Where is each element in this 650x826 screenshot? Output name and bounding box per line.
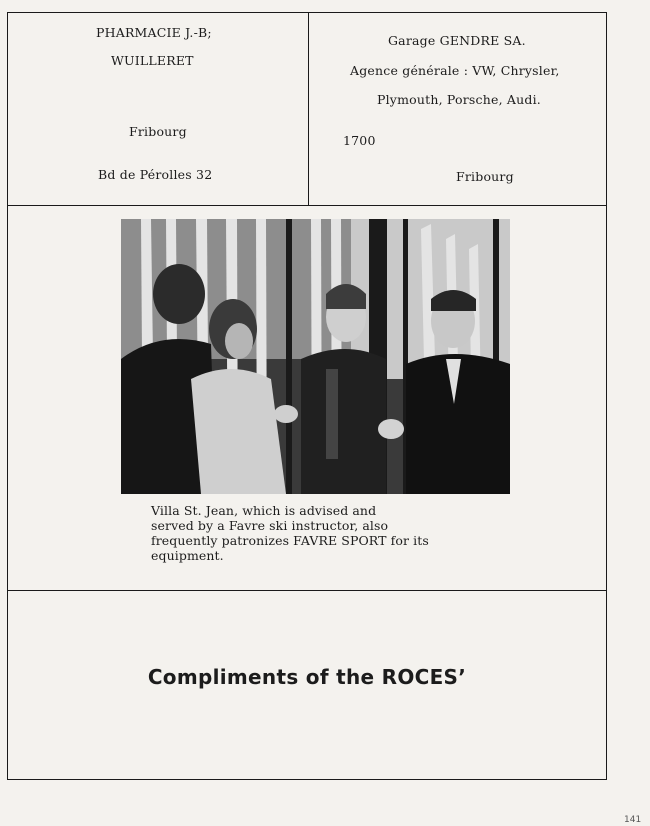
photo-caption	[151, 503, 471, 563]
page-frame	[7, 12, 607, 780]
photo-illustration	[121, 219, 510, 494]
ad-left-address: Bd de Pérolles 32	[98, 167, 213, 182]
ad-left-line2: WUILLERET	[111, 53, 194, 68]
ad-right-agency: Agence générale : VW, Chrysler,	[350, 63, 560, 78]
divider-top	[8, 205, 606, 206]
page-number: 141	[624, 815, 642, 825]
caption-line: Villa St. Jean, which is advised and	[151, 503, 377, 518]
ad-left-line1: PHARMACIE J.-B;	[96, 25, 212, 40]
caption-line: equipment.	[151, 548, 224, 563]
ad-right-name: Garage GENDRE SA.	[388, 33, 526, 48]
divider-vertical	[308, 13, 309, 205]
compliments-heading: Compliments of the ROCES’	[147, 665, 467, 689]
divider-bottom	[8, 590, 606, 591]
ad-right-brands: Plymouth, Porsche, Audi.	[377, 92, 541, 107]
photo-ski-shop	[121, 219, 510, 494]
ad-right-postcode: 1700	[343, 133, 376, 148]
caption-line: served by a Favre ski instructor, also	[151, 518, 389, 533]
ad-right-city: Fribourg	[456, 169, 514, 184]
caption-line: frequently patronizes FAVRE SPORT for its	[151, 533, 429, 548]
ad-left-city: Fribourg	[129, 124, 187, 139]
